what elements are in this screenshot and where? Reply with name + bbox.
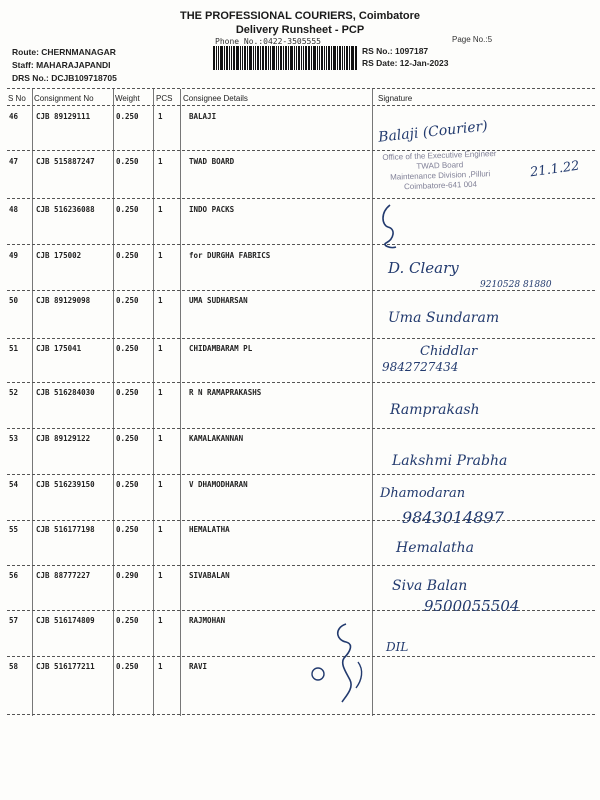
signature-48-scribble <box>376 203 406 255</box>
barcode-bar <box>337 46 338 70</box>
barcode-bar <box>244 46 246 70</box>
barcode-bar <box>333 46 336 70</box>
header-top-rule <box>7 88 595 89</box>
barcode-bar <box>278 46 279 70</box>
rs-number: RS No.: 1097187 <box>362 46 429 56</box>
barcode-bar <box>339 46 341 70</box>
row-consignee: CHIDAMBARAM PL <box>189 344 253 353</box>
row-weight: 0.250 <box>116 434 139 443</box>
row-consignment-no: CJB 89129098 <box>36 296 91 305</box>
barcode-bar <box>308 46 310 70</box>
column-header-consignment: Consignment No <box>34 94 94 103</box>
barcode-bar <box>265 46 267 70</box>
row-separator <box>7 565 595 566</box>
row-separator <box>7 338 595 339</box>
barcode-bar <box>262 46 264 70</box>
barcode-bar <box>290 46 293 70</box>
barcode-bar <box>257 46 259 70</box>
row-pcs: 1 <box>158 480 163 489</box>
row-separator <box>7 198 595 199</box>
row-consignee: RAJMOHAN <box>189 616 226 625</box>
barcode-bar <box>236 46 239 70</box>
row-consignment-no: CJB 516284030 <box>36 388 95 397</box>
row-consignee: R N RAMAPRAKASHS <box>189 388 262 397</box>
barcode-bar <box>321 46 323 70</box>
route-label: Route: CHERNMANAGAR <box>12 47 116 57</box>
phone-number: Phone No.:0422-3505555 <box>215 37 321 46</box>
barcode-bar <box>313 46 316 70</box>
barcode-bar <box>319 46 320 70</box>
barcode-bar <box>317 46 318 70</box>
row-consignment-no: CJB 515887247 <box>36 157 95 166</box>
row-weight: 0.250 <box>116 662 139 671</box>
barcode-bar <box>233 46 235 70</box>
row-pcs: 1 <box>158 344 163 353</box>
row-consignment-no: CJB 89129122 <box>36 434 91 443</box>
row-consignment-no: CJB 516236088 <box>36 205 95 214</box>
signature-49: D. Cleary <box>388 259 459 277</box>
row-separator <box>7 244 595 245</box>
page-number: Page No.:5 <box>452 35 493 44</box>
signature-54-phone: 9843014897 <box>402 508 504 527</box>
signature-54: Dhamodaran <box>380 486 466 501</box>
row-consignee: BALAJI <box>189 112 217 121</box>
barcode-bar <box>280 46 282 70</box>
runsheet-title: THE PROFESSIONAL COURIERS, Coimbatore <box>180 10 420 22</box>
signature-52: Ramprakash <box>390 402 480 418</box>
header-bottom-rule <box>7 105 595 106</box>
barcode-bar <box>249 46 252 70</box>
row-sno: 57 <box>9 616 19 625</box>
column-divider <box>32 89 33 716</box>
row-consignment-no: CJB 88777227 <box>36 571 91 580</box>
row-pcs: 1 <box>158 616 163 625</box>
rs-date: RS Date: 12-Jan-2023 <box>362 58 449 68</box>
row-consignee: INDO PACKS <box>189 205 235 214</box>
barcode-bar <box>240 46 241 70</box>
row-pcs: 1 <box>158 434 163 443</box>
column-header-sno: S No <box>8 94 26 103</box>
signature-47: 21.1.22 <box>529 158 581 181</box>
row-consignment-no: CJB 175041 <box>36 344 82 353</box>
row-sno: 58 <box>9 662 19 671</box>
stamp-line: Maintenance Division ,Pilluri <box>389 169 491 182</box>
barcode-bar <box>220 46 223 70</box>
barcode-bar <box>355 46 357 70</box>
barcode-bar <box>226 46 228 70</box>
row-pcs: 1 <box>158 112 163 121</box>
signature-50: Uma Sundaram <box>388 310 500 326</box>
row-separator <box>7 714 595 715</box>
drs-number: DRS No.: DCJB109718705 <box>12 73 117 83</box>
row-consignment-no: CJB 89129111 <box>36 112 91 121</box>
row-sno: 53 <box>9 434 19 443</box>
row-sno: 51 <box>9 344 19 353</box>
barcode-bar <box>255 46 256 70</box>
barcode-bar <box>301 46 302 70</box>
barcode-bar <box>268 46 269 70</box>
column-divider <box>113 89 114 716</box>
barcode-bar <box>247 46 248 70</box>
barcode-bar <box>303 46 304 70</box>
row-consignment-no: CJB 516174809 <box>36 616 95 625</box>
row-separator <box>7 520 595 521</box>
barcode-bar <box>346 46 348 70</box>
row-consignee: for DURGHA FABRICS <box>189 251 271 260</box>
row-consignee: V DHAMODHARAN <box>189 480 248 489</box>
row-pcs: 1 <box>158 251 163 260</box>
row-separator <box>7 428 595 429</box>
signature-56-phone: 9500055504 <box>424 597 520 615</box>
row-consignee: RAVI <box>189 662 208 671</box>
column-divider <box>180 89 181 716</box>
column-divider <box>153 89 154 716</box>
row-weight: 0.250 <box>116 157 139 166</box>
column-header-pcs: PCS <box>156 94 173 103</box>
barcode-bar <box>270 46 271 70</box>
signature-53: Lakshmi Prabha <box>392 453 508 469</box>
barcode-bar <box>283 46 284 70</box>
barcode-bar <box>242 46 243 70</box>
barcode-bar <box>328 46 330 70</box>
barcode-bar <box>216 46 217 70</box>
signature-57: DIL <box>386 640 409 654</box>
stamp-line: Office of the Executive Engineer <box>382 149 497 162</box>
row-pcs: 1 <box>158 525 163 534</box>
stamp-line: Coimbatore-641 004 <box>403 179 478 192</box>
barcode <box>213 46 358 70</box>
row-consignment-no: CJB 516177198 <box>36 525 95 534</box>
row-sno: 55 <box>9 525 19 534</box>
row-weight: 0.250 <box>116 296 139 305</box>
barcode-bar <box>285 46 287 70</box>
row-sno: 46 <box>9 112 19 121</box>
row-sno: 54 <box>9 480 19 489</box>
barcode-bar <box>349 46 350 70</box>
row-pcs: 1 <box>158 205 163 214</box>
signature-55: Hemalatha <box>396 540 474 556</box>
row-weight: 0.250 <box>116 525 139 534</box>
row-separator <box>7 474 595 475</box>
row-weight: 0.250 <box>116 344 139 353</box>
barcode-bar <box>218 46 219 70</box>
column-header-consignee: Consignee Details <box>183 94 248 103</box>
row-consignee: UMA SUDHARSAN <box>189 296 248 305</box>
row-sno: 56 <box>9 571 19 580</box>
row-consignee: KAMALAKANNAN <box>189 434 244 443</box>
row-sno: 47 <box>9 157 19 166</box>
barcode-bar <box>272 46 275 70</box>
signature-46: Balaji (Courier) <box>377 118 489 146</box>
barcode-bar <box>342 46 343 70</box>
row-consignment-no: CJB 175002 <box>36 251 82 260</box>
column-header-weight: Weight <box>115 94 140 103</box>
row-sno: 50 <box>9 296 19 305</box>
row-consignee: TWAD BOARD <box>189 157 235 166</box>
barcode-bar <box>305 46 307 70</box>
row-pcs: 1 <box>158 662 163 671</box>
row-weight: 0.250 <box>116 112 139 121</box>
signature-58-scribble <box>306 618 376 712</box>
barcode-bar <box>276 46 277 70</box>
row-weight: 0.250 <box>116 480 139 489</box>
barcode-bar <box>229 46 230 70</box>
barcode-bar <box>351 46 354 70</box>
barcode-bar <box>288 46 289 70</box>
row-weight: 0.250 <box>116 251 139 260</box>
barcode-bar <box>296 46 297 70</box>
row-sno: 48 <box>9 205 19 214</box>
runsheet-subtitle: Delivery Runsheet - PCP <box>235 24 365 36</box>
barcode-bar <box>331 46 332 70</box>
row-sno: 52 <box>9 388 19 397</box>
barcode-bar <box>260 46 261 70</box>
row-separator <box>7 656 595 657</box>
row-pcs: 1 <box>158 296 163 305</box>
barcode-bar <box>294 46 295 70</box>
barcode-bar <box>224 46 225 70</box>
row-consignee: SIVABALAN <box>189 571 230 580</box>
row-consignment-no: CJB 516239150 <box>36 480 95 489</box>
office-stamp <box>349 148 530 194</box>
signature-51-phone: 9842727434 <box>382 360 459 374</box>
signature-51: Chiddlar <box>420 344 478 359</box>
row-separator <box>7 382 595 383</box>
barcode-bar <box>298 46 300 70</box>
barcode-bar <box>311 46 312 70</box>
row-consignee: HEMALATHA <box>189 525 230 534</box>
row-consignment-no: CJB 516177211 <box>36 662 95 671</box>
barcode-bar <box>324 46 325 70</box>
row-weight: 0.250 <box>116 205 139 214</box>
row-weight: 0.250 <box>116 616 139 625</box>
barcode-bar <box>231 46 232 70</box>
barcode-bar <box>344 46 345 70</box>
column-header-signature: Signature <box>378 94 413 103</box>
row-weight: 0.290 <box>116 571 139 580</box>
barcode-bar <box>253 46 254 70</box>
signature-49-phone: 9210528 81880 <box>480 280 552 290</box>
row-weight: 0.250 <box>116 388 139 397</box>
row-separator <box>7 290 595 291</box>
row-pcs: 1 <box>158 157 163 166</box>
row-sno: 49 <box>9 251 19 260</box>
barcode-bar <box>213 46 215 70</box>
staff-label: Staff: MAHARAJAPANDI <box>12 60 111 70</box>
row-pcs: 1 <box>158 388 163 397</box>
barcode-bar <box>326 46 327 70</box>
row-pcs: 1 <box>158 571 163 580</box>
signature-56: Siva Balan <box>392 578 468 594</box>
stamp-line: TWAD Board <box>416 160 464 171</box>
